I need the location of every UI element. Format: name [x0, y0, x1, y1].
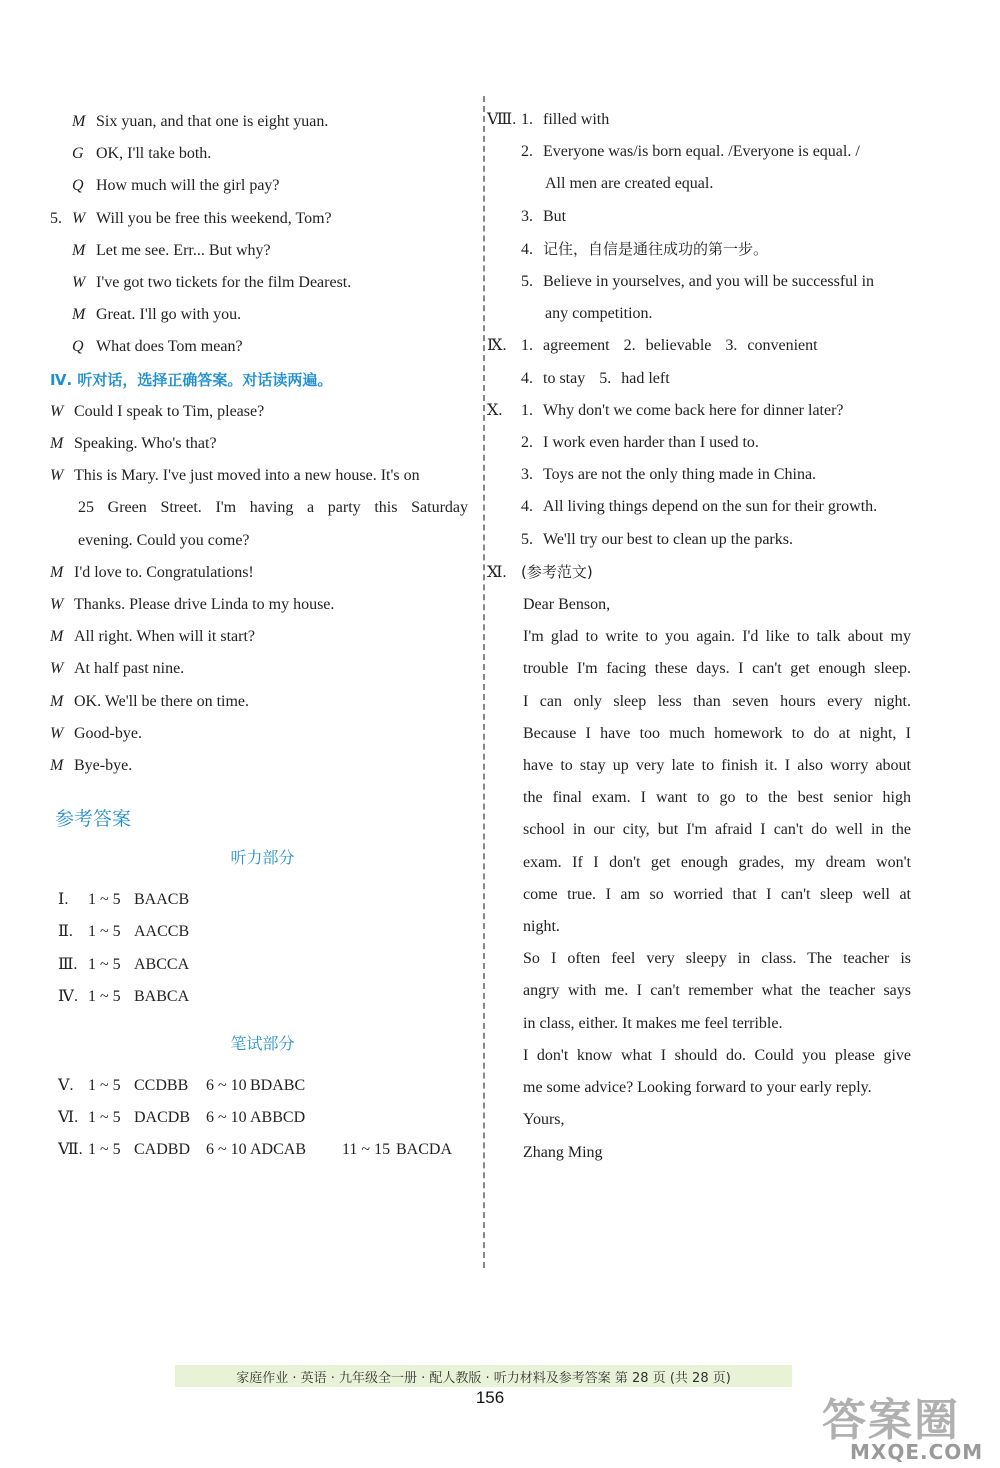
- letter-line: night.: [523, 918, 560, 936]
- letter-line: angry with me. I can't remember what the teacher says: [523, 982, 911, 1000]
- speaker: M: [72, 113, 86, 130]
- range: 1 ~ 5: [88, 923, 121, 941]
- answer-code: BABCA: [134, 987, 190, 1005]
- dialog-text: All right. When will it start?: [74, 628, 256, 646]
- item-number: 2.: [521, 434, 533, 452]
- column-divider: [483, 96, 485, 1268]
- item-number: 1.: [521, 401, 533, 419]
- dialog-text: Great. I'll go with you.: [96, 306, 242, 324]
- page-number: 156: [475, 1388, 505, 1407]
- written-title: 笔试部分: [230, 1034, 295, 1054]
- speaker: M: [50, 563, 64, 581]
- dialog-line: [50, 750, 475, 782]
- letter-line: Because I have too much homework to do at night, I: [523, 724, 911, 742]
- answer-line: [487, 168, 927, 200]
- answer-line: [487, 298, 927, 330]
- roman-numeral: Ⅴ.: [58, 1077, 74, 1095]
- answer-text: Believe in yourselves, and you will be successful in: [543, 273, 875, 291]
- dialog-text: Will you be free this weekend, Tom?: [96, 209, 332, 227]
- answer-text: We'll try our best to clean up the parks.: [543, 530, 793, 548]
- item-number: 5.: [521, 273, 533, 291]
- written-answers: [50, 1070, 475, 1167]
- dialog-line: [50, 299, 475, 331]
- item-number: 3.: [725, 337, 738, 355]
- dialog-text: Let me see. Err... But why?: [96, 241, 271, 259]
- letter-line: I'm glad to write to you again. I'd like to talk about my: [523, 628, 911, 646]
- speaker: M: [50, 435, 64, 453]
- dialog-line: [50, 718, 475, 750]
- dialog-line: [50, 331, 475, 363]
- speaker: Q: [72, 177, 84, 195]
- section-4-title: Ⅳ. 听对话，选择正确答案。对话读两遍。: [50, 370, 333, 389]
- dialog-text: OK. We'll be there on time.: [74, 692, 250, 710]
- answer-row: [50, 981, 475, 1013]
- dialog-line: [50, 267, 475, 299]
- range: 6 ~ 10: [206, 1109, 247, 1127]
- dialog-line: [50, 653, 475, 685]
- letter-line: Yours,: [523, 1111, 565, 1129]
- speaker: W: [72, 274, 86, 292]
- roman-numeral: Ⅰ.: [58, 891, 69, 909]
- range: 1 ~ 5: [88, 1077, 121, 1095]
- dialog-text: evening. Could you come?: [78, 531, 250, 549]
- answer-line: [487, 363, 927, 395]
- sample-essay-label: (参考范文): [521, 562, 593, 581]
- answer-text: to stay: [543, 369, 586, 387]
- letter-line: So I often feel very sleepy in class. The teacher is: [523, 950, 911, 968]
- dialog-text: This is Mary. I've just moved into a new house. It's on: [74, 467, 420, 485]
- range: 1 ~ 5: [88, 987, 121, 1005]
- speaker: W: [50, 467, 64, 485]
- item-number: 5.: [521, 530, 533, 548]
- speaker: M: [72, 241, 86, 259]
- dialog-line: [50, 106, 475, 138]
- answer-row: [50, 1134, 475, 1166]
- dialog-text: Thanks. Please drive Linda to my house.: [74, 596, 335, 614]
- answer-text: any competition.: [545, 305, 653, 323]
- range: 1 ~ 5: [88, 1109, 121, 1127]
- section-10: [487, 395, 927, 556]
- roman-numeral: Ⅲ.: [58, 955, 78, 973]
- answer-code: ABCCA: [134, 955, 190, 973]
- answer-line: [487, 233, 927, 266]
- roman-numeral: Ⅷ.: [487, 111, 517, 128]
- letter-line: me some advice? Looking forward to your early reply.: [523, 1079, 872, 1097]
- sample-letter: [487, 589, 927, 1169]
- left-column: [50, 106, 475, 1167]
- section-11-header: [487, 556, 927, 589]
- dialog-line: [50, 589, 475, 621]
- speaker: W: [50, 660, 64, 678]
- answer-code: DACDB: [134, 1109, 191, 1127]
- range: 6 ~ 10: [206, 1077, 247, 1095]
- letter-line: Dear Benson,: [523, 596, 611, 614]
- item-number: 2.: [521, 143, 533, 161]
- speaker: M: [50, 628, 64, 646]
- answer-line: [487, 395, 927, 427]
- item-number: 3.: [521, 207, 533, 225]
- speaker: M: [72, 306, 86, 324]
- answer-line: [487, 491, 927, 523]
- range: 1 ~ 5: [88, 891, 121, 909]
- roman-numeral: Ⅵ.: [58, 1109, 79, 1127]
- dialog-text: What does Tom mean?: [96, 338, 243, 356]
- speaker: G: [72, 145, 84, 163]
- answer-row: [50, 916, 475, 948]
- dialog-text: How much will the girl pay?: [96, 177, 280, 195]
- answer-line: [487, 330, 927, 362]
- answer-line: [487, 136, 927, 168]
- answer-line: [487, 427, 927, 459]
- dialog-text: OK, I'll take both.: [96, 145, 212, 163]
- footer-band: [175, 1365, 792, 1387]
- answer-row: [50, 884, 475, 916]
- letter-line: Zhang Ming: [523, 1143, 603, 1161]
- answer-text: Why don't we come back here for dinner later?: [543, 401, 844, 419]
- dialog-text: I'd love to. Congratulations!: [74, 563, 254, 581]
- item-number: 5.: [50, 209, 62, 227]
- section-8: [487, 104, 927, 330]
- answer-text: filled with: [543, 111, 610, 128]
- footer-text: 家庭作业 · 英语 · 九年级全一册 · 配人教版 · 听力材料及参考答案 第 28 页 (共 28 页): [236, 1370, 731, 1386]
- dialog-line: [50, 621, 475, 653]
- answer-line: [487, 459, 927, 491]
- speaker: W: [72, 209, 86, 227]
- answer-row: [50, 949, 475, 981]
- answer-text: Toys are not the only thing made in China.: [543, 466, 817, 484]
- roman-numeral: Ⅳ.: [58, 987, 78, 1005]
- answer-text: agreement: [543, 337, 610, 355]
- answer-code: AACCB: [134, 923, 190, 941]
- dialog-line: [50, 492, 468, 524]
- watermark-site: MXQE.COM: [850, 1440, 984, 1464]
- letter-line: I don't know what I should do. Could you please give: [523, 1046, 911, 1064]
- item-number: 3.: [521, 466, 533, 484]
- dialog-line: [50, 428, 475, 460]
- right-column: [487, 104, 927, 1169]
- answer-code: ABBCD: [250, 1109, 306, 1127]
- speaker: W: [50, 402, 64, 420]
- dialog-line: [50, 396, 475, 428]
- answer-code: ADCAB: [250, 1141, 307, 1159]
- answer-line: [487, 524, 927, 556]
- answer-text: 记住，自信是通往成功的第一步。: [543, 239, 769, 258]
- answer-row: [50, 1070, 475, 1102]
- item-number: 1.: [521, 111, 533, 128]
- letter-line: exam. If I don't get enough grades, my dream won't: [523, 853, 911, 871]
- letter-line: I can only sleep less than seven hours every night.: [523, 692, 911, 710]
- dialog-text: Good-bye.: [74, 724, 142, 742]
- listening-title: 听力部分: [230, 848, 295, 868]
- section-9: [487, 330, 927, 394]
- item-number: 5.: [599, 369, 612, 387]
- answer-text: I work even harder than I used to.: [543, 434, 759, 452]
- range: 1 ~ 5: [88, 955, 121, 973]
- dialog-c: [50, 396, 475, 782]
- answer-text: But: [543, 207, 567, 225]
- speaker: W: [50, 596, 64, 614]
- listening-answers: [50, 884, 475, 1013]
- roman-numeral: Ⅸ.: [487, 337, 507, 355]
- answer-row: [50, 1102, 475, 1134]
- roman-numeral: Ⅹ.: [487, 401, 503, 419]
- dialog-line: [50, 138, 475, 170]
- dialog-text: I've got two tickets for the film Dearest.: [96, 274, 352, 292]
- answers-title: 参考答案: [55, 808, 132, 831]
- dialog-text: Could I speak to Tim, please?: [74, 402, 265, 420]
- answer-text: convenient: [747, 337, 818, 355]
- dialog-text: Bye-bye.: [74, 757, 133, 775]
- range: 11 ~ 15: [342, 1141, 391, 1159]
- roman-numeral: Ⅱ.: [58, 923, 73, 941]
- answer-line: [487, 266, 927, 298]
- answer-code: BACDA: [396, 1141, 453, 1159]
- roman-numeral: Ⅶ.: [58, 1141, 83, 1159]
- answer-code: BAACB: [134, 891, 190, 909]
- letter-line: come true. I am so worried that I can't sleep well at: [523, 885, 911, 903]
- section-11: [487, 556, 927, 1169]
- dialog-line: [50, 460, 475, 492]
- dialog-text: Six yuan, and that one is eight yuan.: [96, 113, 329, 130]
- letter-line: the final exam. I want to go to the best senior high: [523, 789, 911, 807]
- watermark-logo: 答案圈: [822, 1395, 960, 1446]
- dialog-line: [50, 203, 475, 235]
- answer-text: All men are created equal.: [545, 175, 714, 193]
- item-number: 4.: [521, 369, 533, 387]
- speaker: Q: [72, 338, 84, 356]
- answer-code: CCDBB: [134, 1077, 189, 1095]
- dialog-line: [50, 557, 475, 589]
- item-number: 2.: [623, 337, 636, 355]
- dialog-b: [50, 203, 475, 364]
- answer-code: BDABC: [250, 1077, 306, 1095]
- answer-text: Everyone was/is born equal. /Everyone is equal. /: [543, 143, 860, 161]
- answer-code: CADBD: [134, 1141, 191, 1159]
- letter-line: school in our city, but I'm afraid I can't do well in the: [523, 821, 911, 839]
- letter-line: in class, either. It makes me feel terrible.: [523, 1014, 783, 1032]
- letter-line: trouble I'm facing these days. I can't get enough sleep.: [523, 660, 911, 678]
- roman-numeral: Ⅺ.: [487, 563, 507, 581]
- dialog-a: [50, 106, 475, 203]
- speaker: M: [50, 692, 64, 710]
- answer-text: All living things depend on the sun for their growth.: [543, 498, 878, 516]
- answer-text: believable: [645, 337, 712, 355]
- dialog-line: [50, 686, 475, 718]
- answer-line: [487, 104, 927, 136]
- item-number: 4.: [521, 240, 533, 258]
- speaker: W: [50, 724, 64, 742]
- dialog-text: At half past nine.: [74, 660, 185, 678]
- answer-text: had left: [621, 369, 670, 387]
- dialog-line: [50, 235, 475, 267]
- dialog-text: 25 Green Street. I'm having a party this Saturday: [78, 499, 468, 517]
- item-number: 4.: [521, 498, 533, 516]
- speaker: M: [50, 757, 64, 775]
- range: 1 ~ 5: [88, 1141, 121, 1159]
- dialog-line: [50, 170, 475, 202]
- range: 6 ~ 10: [206, 1141, 247, 1159]
- item-number: 1.: [521, 337, 533, 355]
- dialog-line: [50, 525, 475, 557]
- letter-line: have to stay up very late to finish it. I also worry about: [523, 757, 911, 775]
- dialog-text: Speaking. Who's that?: [74, 435, 217, 453]
- answer-line: [487, 201, 927, 233]
